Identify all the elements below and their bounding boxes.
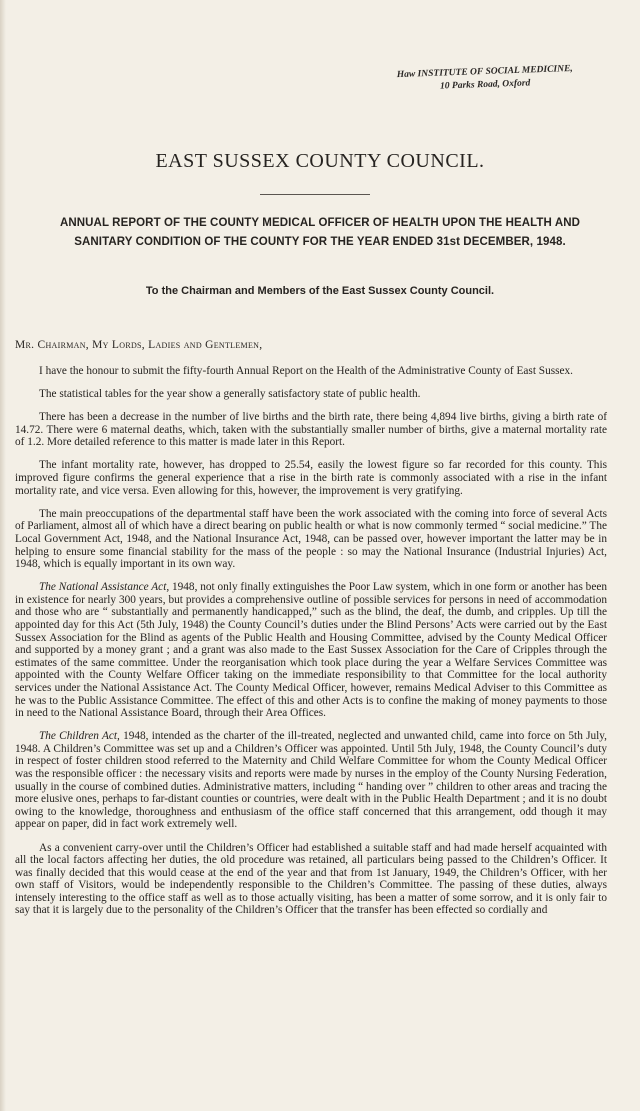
paragraph-6 bbox=[15, 581, 607, 720]
paragraph-4: The infant mortality rate, however, has dropped to 25.54, easily the lowest figure so far recorded for this county. This improved figure confirms the general experience that a rise in the birth rate is commonly associated with a rise in the infant mortality rate, and vice versa. Even allowing for this, however, the improvement is very gratifying. bbox=[15, 459, 607, 497]
council-heading: EAST SUSSEX COUNTY COUNCIL. bbox=[155, 150, 485, 172]
paragraph-5: The main preoccupations of the departmental staff have been the work associated with the coming into force of several Acts of Parliament, almost all of which have a direct bearing on public health or what is now commonly termed “ social medicine.” The Local Government Act, 1948, and the National Insurance Act, 1948, can be passed over, however important the latter may be in helping to ensure some financial stability for the mass of the people : so may the National Insurance (Industrial Injuries) Act, 1948, which is equally important in its own way. bbox=[15, 507, 607, 571]
paragraph-8: As a convenient carry-over until the Children’s Officer had established a suitable staff and had made herself acquainted with all the local factors affecting her duties, the old procedure was retained, all particulars being passed to the Children’s Officer. It was finally decided that this would cease at the end of the year and that from 1st January, 1949, the Children’s Officer, with her own staff of Visitors, would be independently responsible to the Children’s Committee. The passing of these duties, always intensely interesting to the office staff as well as to those actually visiting, has been a matter of some sorrow, and it is only fair to say that it is largely due to the personality of the Children’s Officer that the transfer has been effected so cordially and bbox=[15, 841, 607, 917]
heading-divider bbox=[260, 194, 370, 195]
paragraph-1: I have the honour to submit the fifty-fourth Annual Report on the Health of the Administrative County of East Sussex. bbox=[39, 365, 574, 377]
salutation: Mr. Chairman, My Lords, Ladies and Gentlemen, bbox=[15, 339, 263, 351]
report-title-line-2: SANITARY CONDITION OF THE COUNTY FOR THE YEAR ENDED 31st DECEMBER, 1948. bbox=[74, 236, 566, 248]
paragraph-6-text: 1948, not only finally extinguishes the Poor Law system, which in one form or another has been in existence for nearly 300 years, but provides a comprehensive outline of possible services for persons in need of accommodation and those who are “ substantially and permanently handicapped,” such as the blind, the deaf, the dumb, and cripples. Up till the appointed day for this Act (5th July, 1948) the County Council’s duties under the Blind Persons’ Acts were carried out by the East Sussex Association for the Blind as agents of the Public Health and Housing Committee, advised by the County Medical Officer and supported by a money grant ; and a grant was also made to the East Sussex Association for the Care of Cripples through the estimates of the same committee. Under the reorganisation which took place during the year a Welfare Services Committee was appointed with the County Welfare Officer taking on the immediate responsibility to that Committee for the local authority services under the National Assistance Act. The County Medical Officer, however, remains Medical Adviser to this Committee as he was to the Public Assistance Committee. The effect of this and other Acts is to confine the making of money payments to those in need to the National Assistance Board, through their Area Offices. bbox=[15, 581, 608, 720]
stamp-line-institute: Haw INSTITUTE OF SOCIAL MEDICINE, bbox=[396, 63, 573, 81]
paragraph-7 bbox=[15, 730, 607, 831]
act-title-national-assistance: The National Assistance Act, bbox=[39, 581, 170, 594]
paragraph-2: The statistical tables for the year show a generally satisfactory state of public health. bbox=[39, 388, 421, 401]
addressee-line: To the Chairman and Members of the East Sussex County Council. bbox=[145, 285, 495, 297]
library-stamp bbox=[370, 62, 601, 96]
paragraph-3: There has been a decrease in the number of live births and the birth rate, there being 4,894 live births, giving a birth rate of 14.72. There were 6 maternal deaths, which, taken with the substantially smaller number of births, give a maternal mortality rate of 1.2. More detailed reference to this matter is made later in this Report. bbox=[15, 411, 607, 449]
act-title-children: The Children Act, bbox=[39, 730, 120, 743]
report-title-line-1: ANNUAL REPORT OF THE COUNTY MEDICAL OFFICER OF HEALTH UPON THE HEALTH AND bbox=[59, 217, 581, 229]
report-title bbox=[18, 214, 622, 252]
report-body bbox=[15, 357, 607, 928]
paragraph-7-text: 1948, intended as the charter of the ill-treated, neglected and unwanted child, came into force on 5th July, 1948. A Children’s Committee was set up and a Children’s Officer was appointed. Until 5th July, 1948, the County Council’s duty in respect of foster children stood referred to the Maternity and Child Welfare Committee for whom the County Medical Officer was the responsible officer : the necessary visits and reports were made by nurses in the employ of the County Nursing Federation, usually in the course of combined duties. Administrative matters, including “ handing over ” children to other areas and tracing the more elusive ones, perhaps to far-distant counties or countries, were dealt with in the Public Health Department ; and it is no doubt owing to the knowledge, thoroughness and enthusiasm of the office staff concerned that this arrangement, odd though it may appear on paper, did in fact work extremely well. bbox=[15, 730, 607, 831]
stamp-line-address: 10 Parks Road, Oxford bbox=[439, 78, 531, 92]
